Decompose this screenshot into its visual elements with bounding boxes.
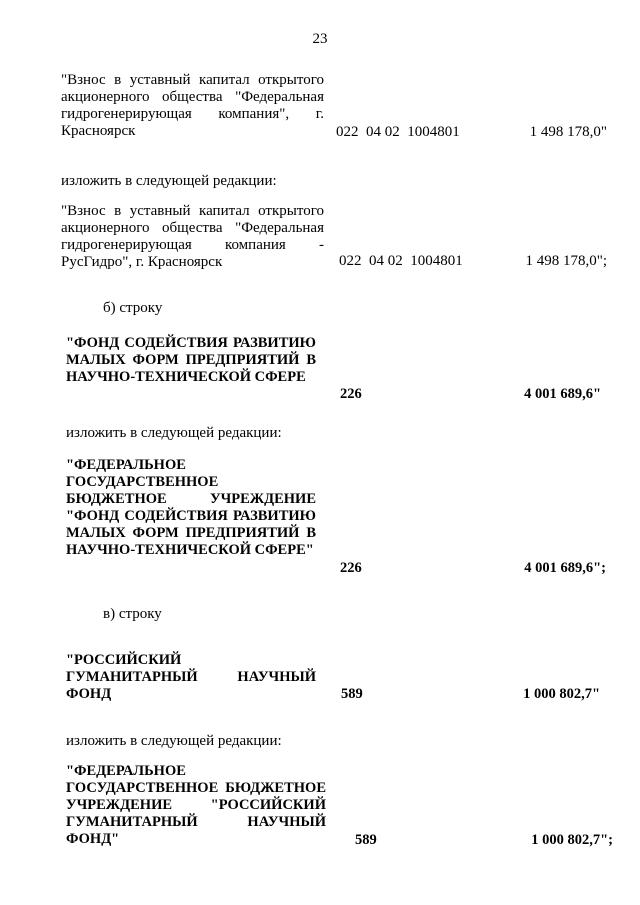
entry-amount: 4 001 689,6"; — [524, 560, 606, 576]
instruction-line-b: б) строку — [103, 300, 163, 316]
entry-amount: 4 001 689,6" — [524, 386, 601, 402]
instruction-replace: изложить в следующей редакции: — [61, 173, 277, 189]
instruction-replace: изложить в следующей редакции: — [66, 733, 282, 749]
entry-code: 226 — [340, 386, 362, 402]
entry-name: "Взнос в уставный капитал открытого акционерного общества "Федеральная гидрогенерирующая компания - РусГидро", г. Красноярск — [61, 203, 324, 270]
entry-code: 226 — [340, 560, 362, 576]
instruction-line-v: в) строку — [103, 606, 162, 622]
entry-code: 589 — [341, 686, 363, 702]
entry-amount: 1 000 802,7" — [523, 686, 600, 702]
entry-code: 022 04 02 1004801 — [339, 253, 463, 269]
instruction-replace: изложить в следующей редакции: — [66, 425, 282, 441]
entry-name: "ФЕДЕРАЛЬНОЕ ГОСУДАРСТВЕННОЕ БЮДЖЕТНОЕ УЧРЕЖДЕНИЕ "РОССИЙСКИЙ ГУМАНИТАРНЫЙ НАУЧНЫЙ ФОНД" — [66, 763, 326, 847]
entry-amount: 1 498 178,0"; — [525, 253, 607, 269]
entry-name: "Взнос в уставный капитал открытого акционерного общества "Федеральная гидрогенерирующая компания", г. Красноярск — [61, 72, 324, 139]
entry-amount: 1 498 178,0" — [529, 124, 607, 140]
entry-name: "РОССИЙСКИЙ ГУМАНИТАРНЫЙ НАУЧНЫЙ ФОНД — [66, 652, 316, 702]
entry-name: "ФОНД СОДЕЙСТВИЯ РАЗВИТИЮ МАЛЫХ ФОРМ ПРЕДПРИЯТИЙ В НАУЧНО-ТЕХНИЧЕСКОЙ СФЕРЕ — [66, 335, 316, 385]
entry-code: 589 — [355, 832, 377, 848]
entry-name: "ФЕДЕРАЛЬНОЕ ГОСУДАРСТВЕННОЕ БЮДЖЕТНОЕ УЧРЕЖДЕНИЕ "ФОНД СОДЕЙСТВИЯ РАЗВИТИЮ МАЛЫХ ФОРМ ПРЕДПРИЯТИЙ В НАУЧНО-ТЕХНИЧЕСКОЙ СФЕРЕ" — [66, 457, 316, 558]
entry-code: 022 04 02 1004801 — [336, 124, 460, 140]
entry-amount: 1 000 802,7"; — [531, 832, 613, 848]
page-number: 23 — [312, 31, 328, 47]
